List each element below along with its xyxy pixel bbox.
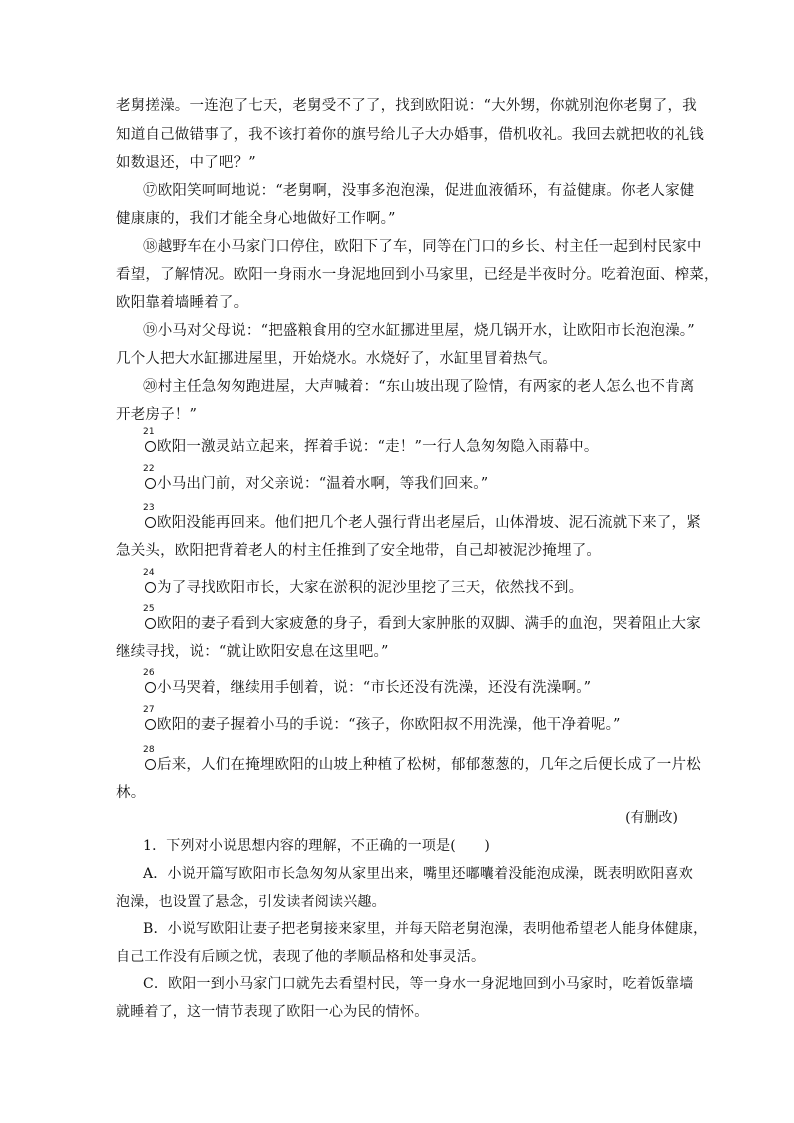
option-a-continued: 泡澡，也设置了悬念，引发读者阅读兴趣。 <box>116 894 386 910</box>
text-line: 看望，了解情况。欧阳一身雨水一身泥地回到小马家里，已经是半夜时分。吃着泡面、榨菜， <box>116 267 719 283</box>
option-b-continued: 自己工作没有后顾之忧，表现了他的孝顺品格和处事灵活。 <box>116 949 486 965</box>
paragraph-number: 28 <box>143 745 155 755</box>
numbered-paragraph <box>143 427 599 457</box>
text-line: 几个人把大水缸挪进屋里，开始烧水。水烧好了，水缸里冒着热气。 <box>116 351 557 367</box>
paragraph-number: 22 <box>143 464 155 474</box>
paragraph-number: 26 <box>143 668 155 678</box>
text-line: ⑲小马对父母说：“把盛粮食用的空水缸挪进里屋，烧几锅开水，让欧阳市长泡泡澡。” <box>143 323 695 339</box>
question-stem: 1．下列对小说思想内容的理解，不正确的一项是( ) <box>143 838 491 854</box>
text-line: 知道自己做错事了，我不该打着你的旗号给儿子大办婚事，借机收礼。我回去就把收的礼钱 <box>116 127 704 143</box>
paragraph-number-marker <box>143 668 157 698</box>
option-b: B．小说写欧阳让妻子把老舅接来家里，并每天陪老舅泡澡，表明他希望老人能身体健康， <box>143 921 708 937</box>
paragraph-number-marker <box>143 604 157 634</box>
paragraph-number: 25 <box>143 604 155 614</box>
paragraph-number: 21 <box>143 427 155 437</box>
paragraph-number-marker <box>143 745 157 775</box>
paragraph-number-marker <box>143 427 157 457</box>
numbered-paragraph <box>143 745 701 775</box>
text-line: ⑳村主任急匆匆跑进屋，大声喊着：“东山坡出现了险情，有两家的老人怎么也不肯离 <box>143 379 695 395</box>
paragraph-number: 27 <box>143 705 155 715</box>
numbered-paragraph <box>143 503 701 533</box>
text-line: 老舅搓澡。一连泡了七天，老舅受不了了，找到欧阳说：“大外甥，你就别泡你老舅了，我 <box>116 98 697 114</box>
option-c-continued: 就睡着了，这一情节表现了欧阳一心为民的情怀。 <box>116 1004 429 1020</box>
numbered-paragraph <box>143 604 701 634</box>
numbered-paragraph <box>143 668 592 698</box>
paragraph-number: 23 <box>143 503 155 513</box>
paragraph-number-marker <box>143 464 157 494</box>
numbered-paragraph <box>143 568 584 598</box>
paragraph-text: 欧阳的妻子握着小马的手说：“孩子，你欧阳叔不用洗澡，他干净着呢。” <box>157 717 621 733</box>
option-c: C．欧阳一到小马家门口就先去看望村民，等一身水一身泥地回到小马家时，吃着饭靠墙 <box>143 976 694 992</box>
numbered-paragraph <box>143 464 489 494</box>
paragraph-text: 小马哭着，继续用手刨着，说：“市长还没有洗澡，还没有洗澡啊。” <box>157 680 592 696</box>
text-line: 如数退还，中了吧？” <box>116 155 256 171</box>
paragraph-text: 后来，人们在掩埋欧阳的山坡上种植了松树，郁郁葱葱的，几年之后便长成了一片松 <box>157 757 701 773</box>
source-note: (有删改) <box>625 810 678 826</box>
text-line: 林。 <box>116 785 146 801</box>
paragraph-text: 欧阳没能再回来。他们把几个老人强行背出老屋后，山体滑坡、泥石流就下来了，紧 <box>157 515 701 531</box>
text-line: 健康康的，我们才能全身心地做好工作啊。” <box>116 211 396 227</box>
text-line: ⑱越野车在小马家门口停住，欧阳下了车，同等在门口的乡长、村主任一起到村民家中 <box>143 239 702 255</box>
paragraph-text: 欧阳一激灵站立起来，挥着手说：“走！”一行人急匆匆隐入雨幕中。 <box>157 439 599 455</box>
paragraph-number: 24 <box>143 568 155 578</box>
paragraph-number-marker <box>143 705 157 735</box>
paragraph-number-marker <box>143 568 157 598</box>
paragraph-text: 小马出门前，对父亲说：“温着水啊，等我们回来。” <box>157 476 489 492</box>
text-line: 继续寻找，说：“就让欧阳安息在这里吧。” <box>116 644 389 660</box>
text-line: ⑰欧阳笑呵呵地说：“老舅啊，没事多泡泡澡，促进血液循环，有益健康。你老人家健 <box>143 183 695 199</box>
text-line: 急关头，欧阳把背着老人的村主任推到了安全地带，自己却被泥沙掩埋了。 <box>116 543 602 559</box>
option-a: A．小说开篇写欧阳市长急匆匆从家里出来，嘴里还嘟囔着没能泡成澡，既表明欧阳喜欢 <box>143 866 693 882</box>
paragraph-text: 欧阳的妻子看到大家疲惫的身子，看到大家肿胀的双脚、满手的血泡，哭着阻止大家 <box>157 616 701 632</box>
numbered-paragraph <box>143 705 621 735</box>
text-line: 欧阳靠着墙睡着了。 <box>116 295 249 311</box>
paragraph-number-marker <box>143 503 157 533</box>
text-line: 开老房子！” <box>116 407 198 423</box>
paragraph-text: 为了寻找欧阳市长，大家在淤积的泥沙里挖了三天，依然找不到。 <box>157 580 584 596</box>
